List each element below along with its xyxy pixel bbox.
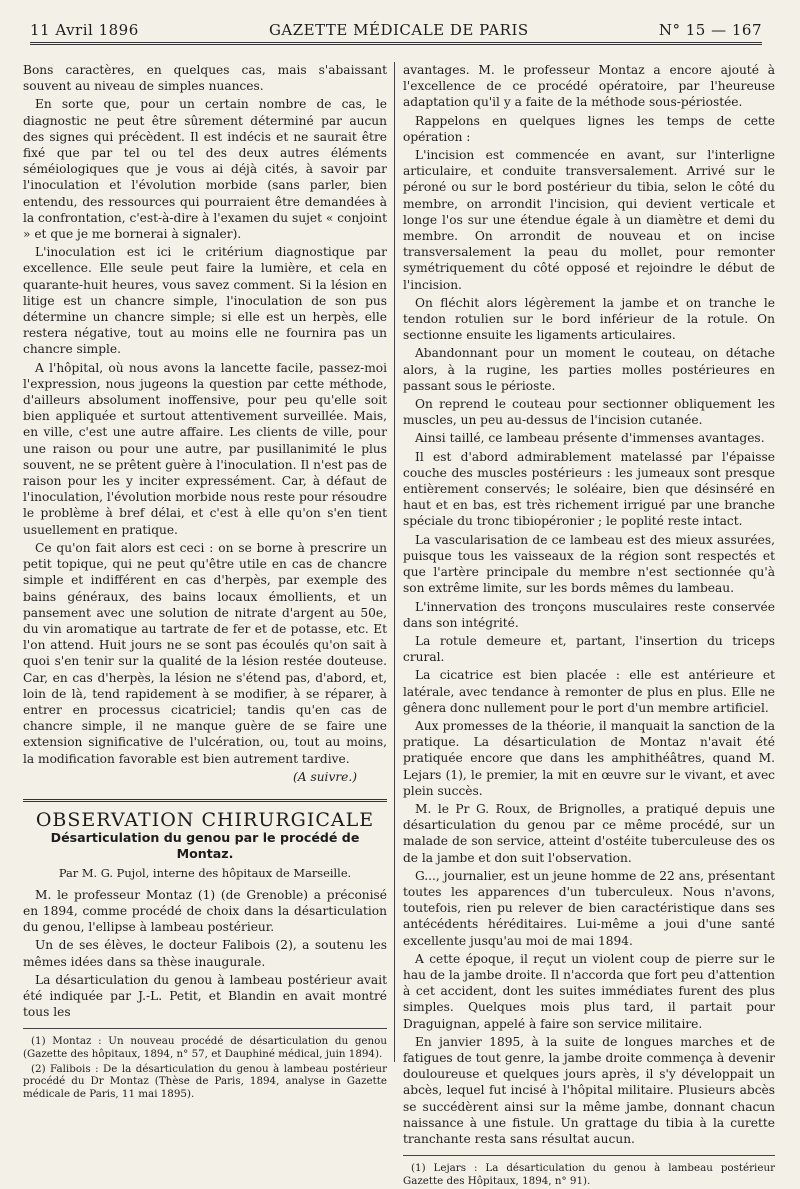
paragraph: En janvier 1895, à la suite de longues marches et de fatigues de tout genre, la jambe droite commença à devenir douloureuse et quelques jours après, il s'y développait un abcès, lequel fut incisé à l'hôpital militaire. Plusieurs abcès se succédèrent ainsi sur la même jambe, donnant chacun naissance à une fistule. Un grattage du tibia à la curette tranchante resta sans résultat aucun. (403, 1034, 775, 1146)
paragraph: M. le professeur Montaz (1) (de Grenoble) a préconisé en 1894, comme procédé de choix dans la désarticulation du genou, l'ellipse à lambeau postérieur. (23, 887, 387, 935)
left-column (23, 62, 387, 1102)
paragraph: L'innervation des tronçons musculaires reste conservée dans son intégrité. (403, 599, 775, 630)
footnote: (1) Lejars : La désarticulation du genou à lambeau postérieur Gazette des Hôpitaux, 1894, n° 91). (403, 1162, 775, 1187)
footnote-rule (23, 1028, 387, 1029)
paragraph: avantages. M. le professeur Montaz a encore ajouté à l'excellence de ce procédé opératoire, par l'heureuse adaptation qu'il y a faite de la méthode sous-périostée. (403, 63, 775, 110)
header-rule (30, 42, 762, 45)
paragraph: Bons caractères, en quelques cas, mais s'abaissant souvent au niveau de simples nuances. (23, 63, 387, 94)
paragraph: La rotule demeure et, partant, l'insertion du triceps crural. (403, 633, 775, 665)
page-header (30, 18, 762, 42)
article-title: Désarticulation du genou par le procédé de Montaz. (50, 830, 360, 862)
paragraph: La cicatrice est bien placée : elle est antérieure et latérale, avec tendance à remonter de plus en plus. Elle ne gênera donc nullement pour le port d'un membre artificiel. (403, 668, 775, 715)
to-be-continued: (A suivre.) (293, 769, 357, 784)
paragraph: Rappelons en quelques lignes les temps de cette opération : (403, 113, 775, 144)
paragraph: Ainsi taillé, ce lambeau présente d'immenses avantages. (415, 431, 765, 446)
paragraph: Un de ses élèves, le docteur Falibois (2), a soutenu les mêmes idées dans sa thèse inaugurale. (23, 938, 387, 969)
paragraph: En sorte que, pour un certain nombre de cas, le diagnostic ne peut être sûrement déterminé par aucun des signes qui précèdent. Il est indécis et ne saurait être fixé que par tel ou tel des deux autres éléments séméiologiques que je vous ai déjà cités, à savoir par l'inoculation et l'évolution morbide (sans parler, bien entendu, des ressources qui pourraient être demandées à la confrontation, c'est-à-dire à l'examen du sujet « conjoint » et que je me bornerai à signaler). (23, 97, 387, 242)
footnote: (2) Falibois : De la désarticulation du genou à lambeau postérieur procédé du Dr Montaz (Thèse de Paris, 1894, analyse in Gazette médicale de Paris, 11 mai 1895). (23, 1062, 387, 1100)
issue-date: 11 Avril 1896 (30, 21, 139, 39)
column-divider (394, 62, 395, 1062)
paragraph: L'inoculation est ici le critérium diagnostique par excellence. Elle seule peut faire la lumière, et cela en quarante-huit heures, vous savez comment. Si la lésion en litige est un chancre simple, l'inoculation de son pus détermine un chancre simple; si elle est un herpès, elle restera négative, tout au moins elle ne fournira pas un chancre simple. (23, 245, 387, 357)
paragraph: G..., journalier, est un jeune homme de 22 ans, présentant toutes les apparences d'un tuberculeux. Nous n'avons, toutefois, rien pu relever de bien caractéristique dans ses antécédents héréditaires. Lui-même a joui d'une santé excellente jusqu'au moi de mai 1894. (403, 868, 775, 948)
paragraph: A l'hôpital, où nous avons la lancette facile, passez-moi l'expression, nous jugeons la question par cette méthode, d'ailleurs absolument inoffensive, pour peu qu'elle soit bien appliquée et surtout attentivement surveillée. Mais, en ville, c'est une autre affaire. Les clients de ville, pour une raison ou pour une autre, par pusillanimité le plus souvent, ne se prêtent guère à l'inoculation. Il n'est pas de raison pour les y inciter expressément. Car, à défaut de l'inoculation, l'évolution morbide nous reste pour résoudre le problème à bref délai, et c'est à elle qu'on s'en tient usuellement en pratique. (23, 360, 387, 537)
paragraph: Il est d'abord admirablement matelassé par l'épaisse couche des muscles postérieurs : les jumeaux sont presque entièrement conservés; le soléaire, bien que désinséré en haut et en bas, est très richement irrigué par une branche spéciale du tronc tibiopéronier ; le poplité reste intact. (403, 449, 775, 529)
page-number: N° 15 — 167 (658, 21, 762, 39)
article-author: Par M. G. Pujol, interne des hôpitaux de Marseille. (58, 865, 352, 880)
paragraph: La vascularisation de ce lambeau est des mieux assurées, puisque tous les vaisseaux de la région sont respectés et que l'artère principale du membre n'est sectionnée qu'à son extrême limite, sur les bords mêmes du lambeau. (403, 532, 775, 596)
journal-title: GAZETTE MÉDICALE DE PARIS (268, 21, 529, 39)
paragraph: Ce qu'on fait alors est ceci : on se borne à prescrire un petit topique, qui ne peut qu'être utile en cas de chancre simple et indifférent en cas d'herpès, par exemple des bains généraux, des bains locaux émollients, et un pansement avec une solution de nitrate d'argent au 50e, du vin aromatique au tartrate de fer et de potasse, etc. Et l'on attend. Huit jours ne se sont pas écoulés qu'on sait à quoi s'en tenir sur la qualité de la lésion restée douteuse. Car, en cas d'herpès, la lésion ne s'étend pas, d'abord, et, loin de là, tend rapidement à se modifier, à se réparer, à entrer en processus cicatriciel; tandis qu'en cas de chancre simple, il ne manque guère de se faire une extension significative de l'ulcération, ou, tout au moins, la modification favorable est bien autrement tardive. (23, 540, 387, 766)
paragraph: Aux promesses de la théorie, il manquait la sanction de la pratique. La désarticulation de Montaz n'avait été pratiquée encore que dans les amphithéâtres, quand M. Lejars (1), le premier, la mit en œuvre sur le vivant, et avec plein succès. (403, 718, 775, 798)
paragraph: M. le Pr G. Roux, de Brignolles, a pratiqué depuis une désarticulation du genou par ce même procédé, sur un malade de son service, atteint d'ostéite tuberculeuse des os de la jambe et don suit l'observation. (403, 801, 775, 865)
section-rule (23, 799, 387, 802)
paragraph: On reprend le couteau pour sectionner obliquement les muscles, un peu au-dessus de l'incision cutanée. (403, 397, 775, 428)
right-column (403, 62, 775, 1189)
paragraph: Abandonnant pour un moment le couteau, on détache alors, à la rugine, les parties molles postérieures en passant sous le périoste. (403, 346, 775, 393)
footnote: (1) Montaz : Un nouveau procédé de désarticulation du genou (Gazette des hôpitaux, 1894, n° 57, et Dauphiné médical, juin 1894). (23, 1035, 387, 1060)
paragraph: A cette époque, il reçut un violent coup de pierre sur le hau de la jambe droite. Il n'accorda que fort peu d'attention à cet accident, dont les suites immédiates furent des plus simples. Quelques mois plus tard, il partait pour Draguignan, appelé à faire son service militaire. (403, 951, 775, 1031)
section-title: OBSERVATION CHIRURGICALE (35, 808, 375, 831)
paragraph: On fléchit alors légèrement la jambe et on tranche le tendon rotulien sur le bord inférieur de la rotule. On sectionne ensuite les ligaments articulaires. (403, 295, 775, 343)
paragraph: L'incision est commencée en avant, sur l'interligne articulaire, et conduite transversalement. Arrivé sur le péroné ou sur le bord postérieur du tibia, selon le côté du membre, on arrondit l'incision, qui devient verticale et longe l'os sur une étendue égale à un diamètre et demi du membre. On arrondit de nouveau et on incise transversalement la peau du mollet, pour remonter symétriquement du côté opposé et rejoindre le début de l'incision. (403, 148, 775, 292)
footnote-rule (403, 1155, 775, 1156)
paragraph: La désarticulation du genou à lambeau postérieur avait été indiquée par J.-L. Petit, et Blandin en avait montré tous les (23, 972, 387, 1020)
